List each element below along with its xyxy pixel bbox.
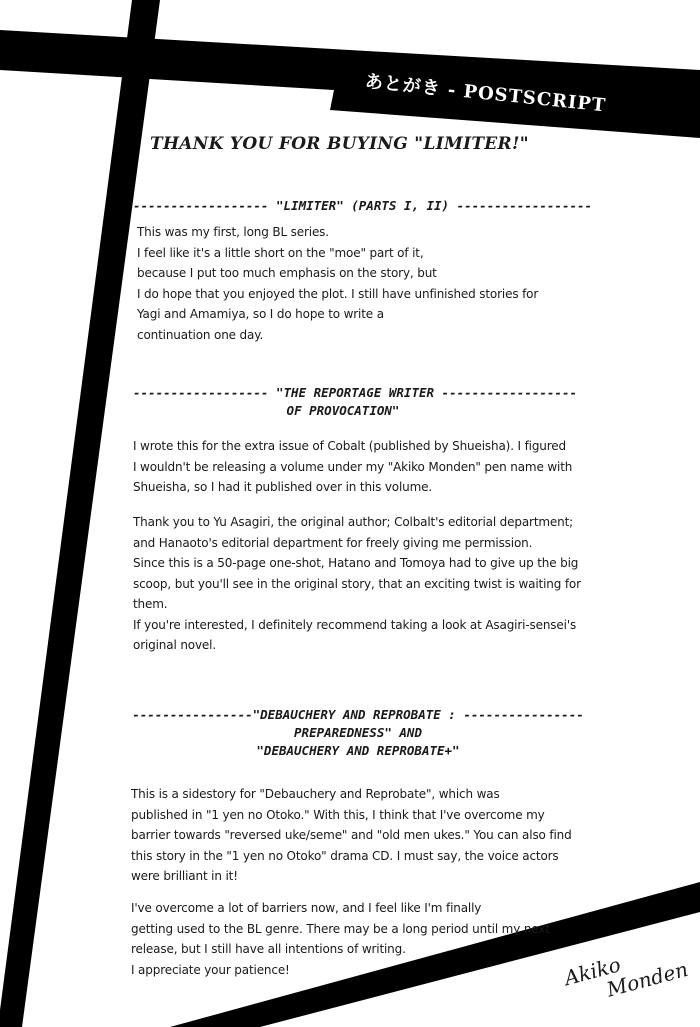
- text-line: Yagi and Amamiya, so I do hope to write a: [137, 307, 384, 321]
- text-line: Shueisha, so I had it published over in this volume.: [133, 480, 433, 494]
- text-line: original novel.: [133, 638, 216, 652]
- text-line: I feel like it's a little short on the "moe" part of it,: [137, 245, 424, 260]
- text-line: Since this is a 50-page one-shot, Hatano and Tomoya had to give up the big: [133, 556, 579, 570]
- text-line: getting used to the BL genre. There may be a long period until my next: [131, 921, 550, 936]
- text-line: I've overcome a lot of barriers now, and I feel like I'm finally: [131, 901, 482, 915]
- heading-line: OF PROVOCATION": [286, 403, 400, 418]
- page-title: THANK YOU FOR BUYING "LIMITER!": [150, 134, 529, 154]
- heading-line: PREPAREDNESS" AND: [294, 725, 422, 740]
- paragraph-reportage-2: [133, 512, 581, 656]
- heading-line: ------------------ "LIMITER" (PARTS I, II) ------------------: [133, 198, 593, 213]
- section-heading-limiter: [133, 197, 593, 215]
- signature-line: Akiko: [561, 952, 624, 991]
- text-line: were brilliant in it!: [131, 869, 238, 883]
- text-line: because I put too much emphasis on the story, but: [137, 266, 437, 280]
- text-line: continuation one day.: [137, 327, 264, 342]
- text-line: barrier towards "reversed uke/seme" and "old men ukes." You can also find: [131, 828, 572, 842]
- text-line: I wrote this for the extra issue of Cobalt (published by Shueisha). I figured: [133, 439, 566, 453]
- text-line: Thank you to Yu Asagiri, the original author; Colbalt's editorial department;: [133, 515, 574, 529]
- text-line: published in "1 yen no Otoko." With this, I think that I've overcome my: [131, 807, 545, 822]
- paragraph-limiter: [137, 222, 538, 345]
- paragraph-debauchery-2: [131, 898, 550, 980]
- text-line: release, but I still have all intentions of writing.: [131, 942, 406, 956]
- text-line: This was my first, long BL series.: [137, 225, 329, 239]
- signature-line: Monden: [604, 956, 691, 1002]
- heading-line: ------------------ "THE REPORTAGE WRITER ------------------: [133, 385, 578, 400]
- paragraph-reportage-1: [133, 436, 572, 498]
- text-line: I wouldn't be releasing a volume under my "Akiko Monden" pen name with: [133, 459, 573, 474]
- text-line: This is a sidestory for "Debauchery and Reprobate", which was: [131, 787, 500, 801]
- heading-line: ----------------"DEBAUCHERY AND REPROBATE : ----------------: [132, 707, 584, 722]
- section-heading-debauchery: [128, 706, 588, 760]
- text-line: If you're interested, I definitely recommend taking a look at Asagiri-sensei's: [133, 617, 577, 632]
- text-line: I appreciate your patience!: [131, 962, 290, 977]
- section-heading-reportage: [133, 384, 578, 420]
- text-line: and Hanaoto's editorial department for freely giving me permission.: [133, 535, 533, 550]
- text-line: I do hope that you enjoyed the plot. I still have unfinished stories for: [137, 286, 539, 301]
- postscript-banner: あとがき - POSTSCRIPT: [363, 71, 608, 117]
- paragraph-debauchery-1: [131, 784, 572, 887]
- text-line: them.: [133, 597, 168, 611]
- text-line: scoop, but you'll see in the original story, that an exciting twist is waiting for: [133, 576, 581, 591]
- text-line: this story in the "1 yen no Otoko" drama CD. I must say, the voice actors: [131, 848, 559, 863]
- heading-line: "DEBAUCHERY AND REPROBATE+": [256, 743, 460, 758]
